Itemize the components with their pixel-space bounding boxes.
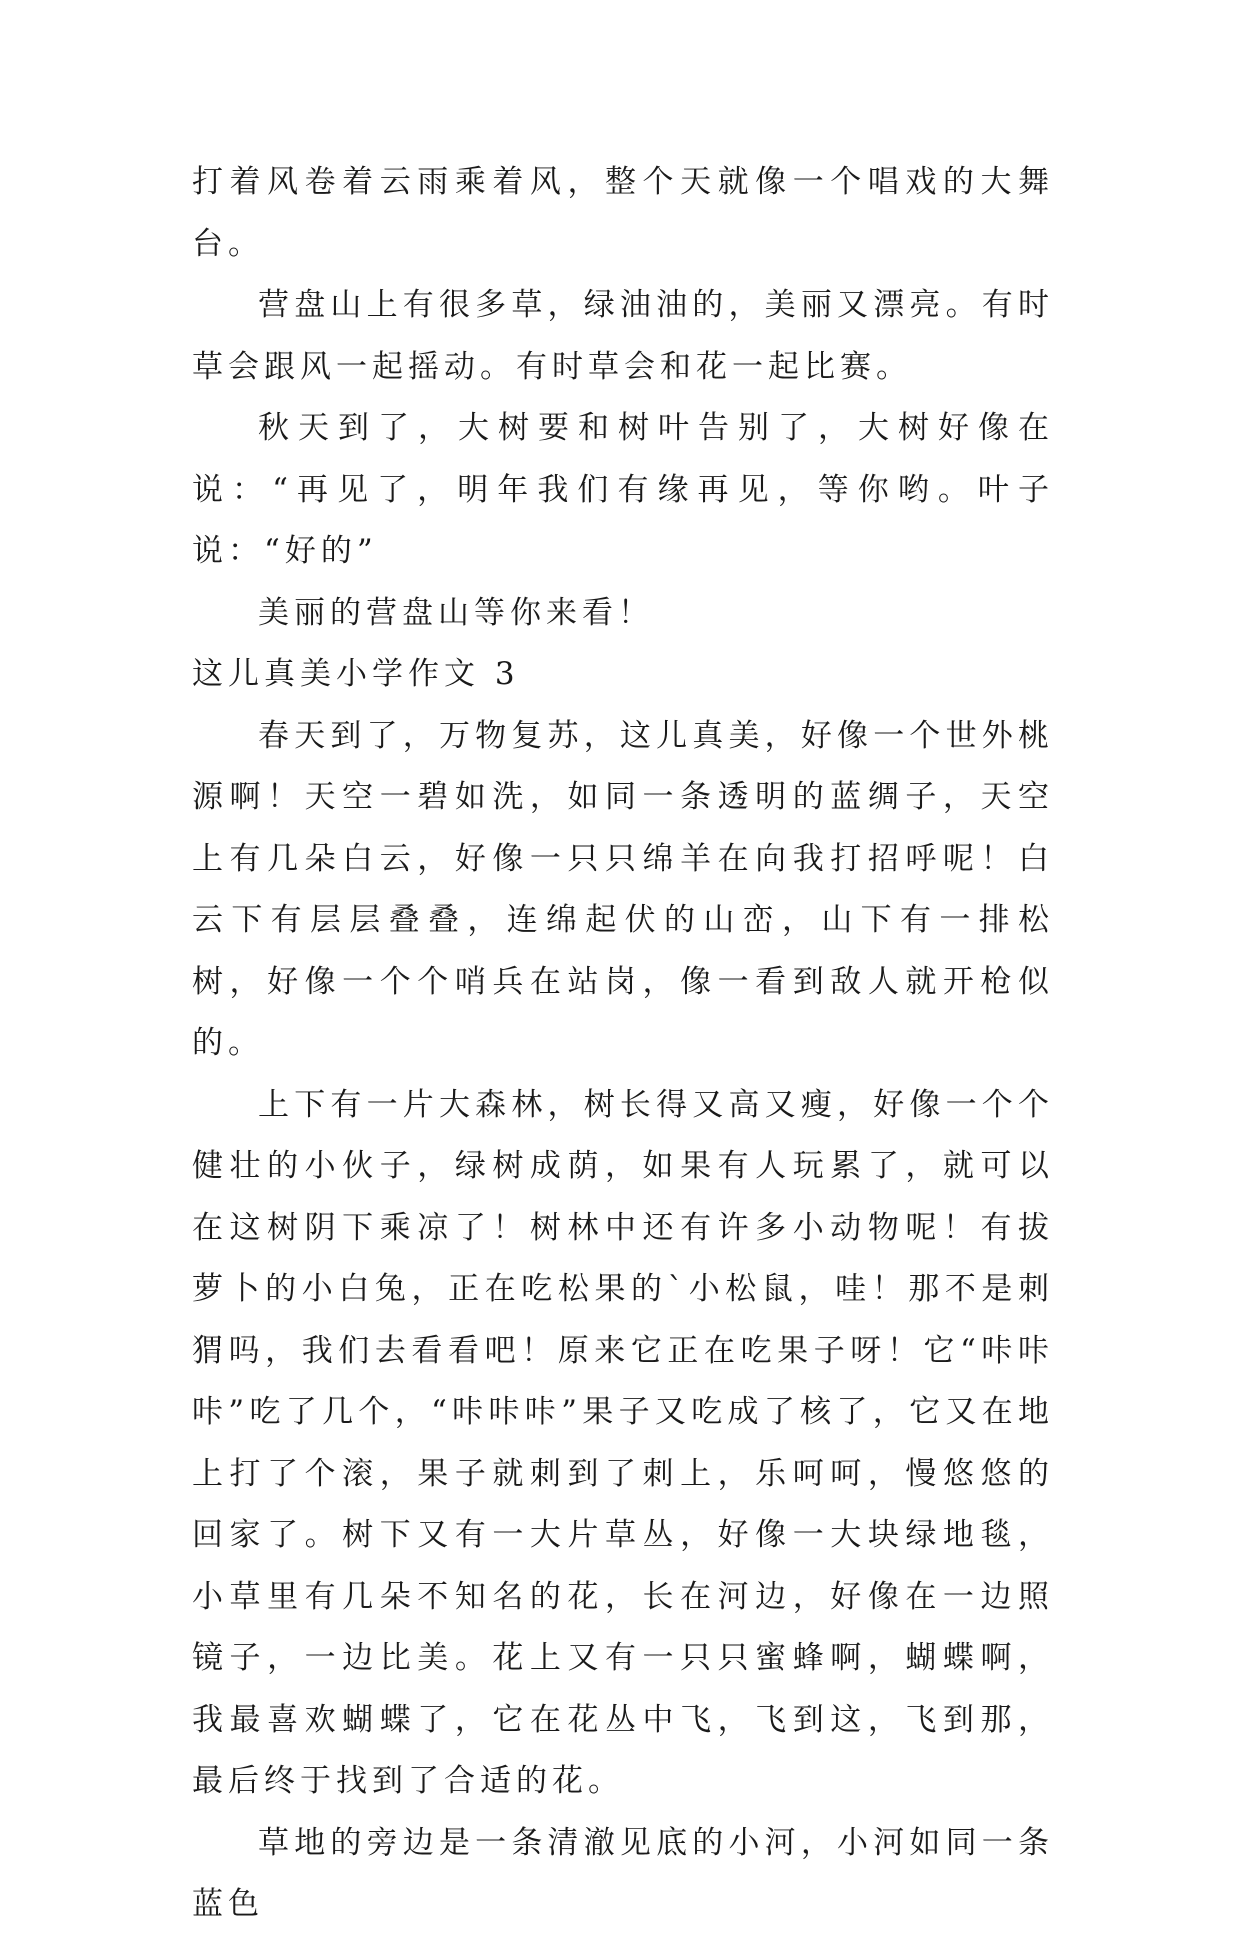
paragraph: 营盘山上有很多草，绿油油的，美丽又漂亮。有时草会跟风一起摇动。有时草会和花一起比赛。: [192, 287, 1054, 385]
paragraph: 草地的旁边是一条清澈见底的小河，小河如同一条蓝色: [192, 1824, 1054, 1922]
section-heading: 这儿真美小学作文 3: [192, 656, 520, 692]
paragraph: 春天到了，万物复苏，这儿真美，好像一个世外桃源啊！天空一碧如洗，如同一条透明的蓝绸子，天空上有几朵白云，好像一只只绵羊在向我打招呼呢！白云下有层层叠叠，连绵起伏的山峦，山下有一排松树，好像一个个哨兵在站岗，像一看到敌人就开枪似的。: [192, 717, 1054, 1061]
paragraph-continuation: 打着风卷着云雨乘着风，整个天就像一个唱戏的大舞台。: [192, 164, 1054, 262]
paragraph: 美丽的营盘山等你来看！: [258, 594, 654, 631]
paragraph: 上下有一片大森林，树长得又高又瘦，好像一个个健壮的小伙子，绿树成荫，如果有人玩累了，就可以在这树阴下乘凉了！树林中还有许多小动物呢！有拔萝卜的小白兔，正在吃松果的`小松鼠，哇！那不是刺猬吗，我们去看看吧！原来它正在吃果子呀！它“咔咔咔”吃了几个，“咔咔咔”果子又吃成了核了，它又在地上打了个滚，果子就刺到了刺上，乐呵呵，慢悠悠的回家了。树下又有一大片草丛，好像一大块绿地毯，小草里有几朵不知名的花，长在河边，好像在一边照镜子，一边比美。花上又有一只只蜜蜂啊，蝴蝶啊，我最喜欢蝴蝶了，它在花丛中飞，飞到这，飞到那，最后终于找到了合适的花。: [192, 1086, 1054, 1799]
document-body: [192, 152, 1054, 1936]
paragraph: 秋天到了，大树要和树叶告别了，大树好像在说：“再见了，明年我们有缘再见，等你哟。叶子说：“好的”: [192, 410, 1054, 569]
